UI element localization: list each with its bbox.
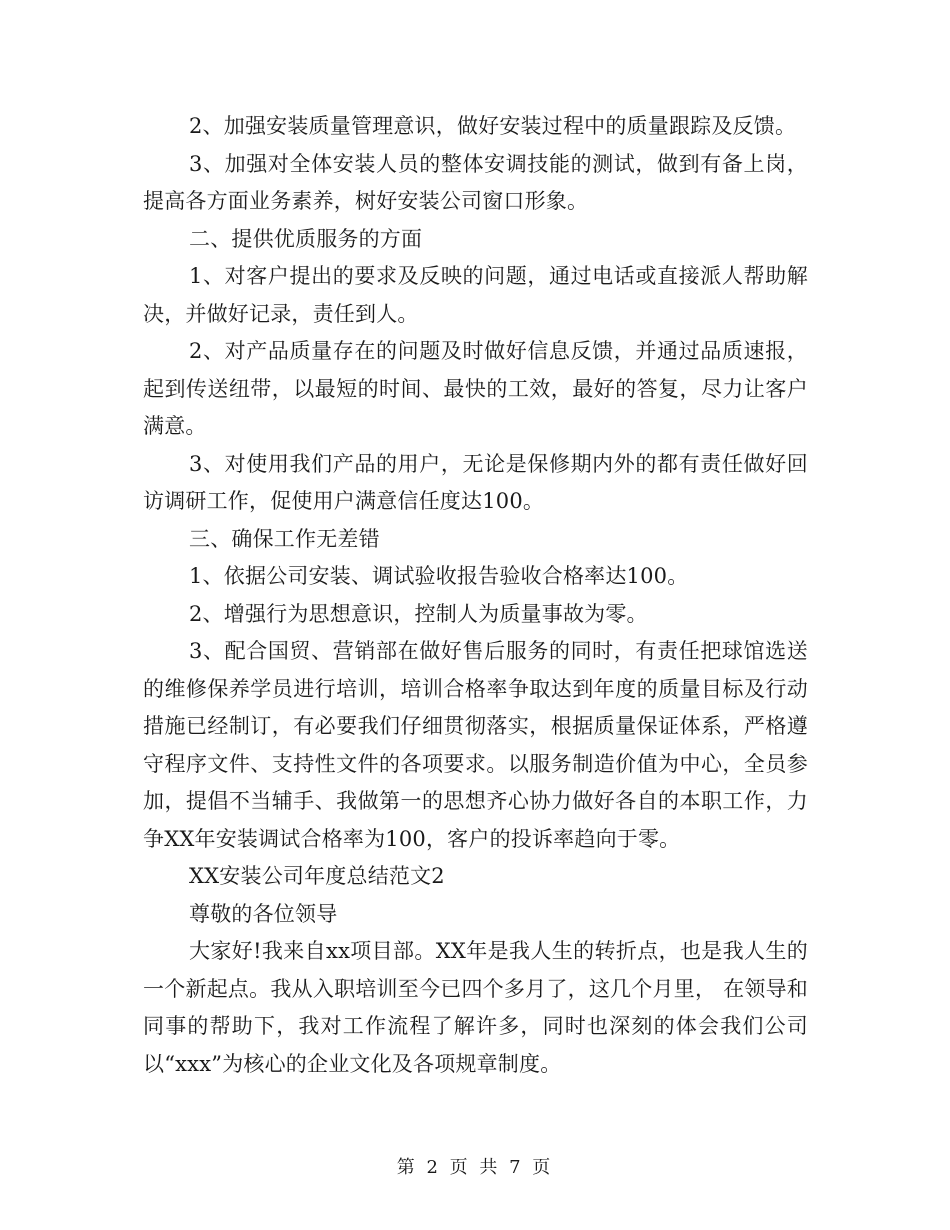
paragraph: 2、增强行为思想意识，控制人为质量事故为零。 — [189, 601, 648, 626]
page-footer: 第 2 页 共 7 页 — [396, 1157, 554, 1178]
section-heading: 三、确保工作无差错 — [189, 526, 380, 551]
paragraph: 大家好!我来自xx项目部。XX年是我人生的转折点，也是我人生的一个新起点。我从入职培训至今已四个多月了，这几个月里， 在领导和同事的帮助下，我对工作流程了解许多，同时也深刻的体会我们公司以“xxx”为核心的企业文化及各项规章制度。 — [143, 939, 808, 1076]
paragraph: 2、对产品质量存在的问题及时做好信息反馈，并通过品质速报，起到传送纽带，以最短的时间、最快的工效，最好的答复，尽力让客户满意。 — [143, 339, 808, 438]
paragraph: 2、加强安装质量管理意识，做好安装过程中的质量跟踪及反馈。 — [189, 114, 797, 138]
section-heading: 二、提供优质服务的方面 — [189, 226, 423, 251]
paragraph: 1、对客户提出的要求及反映的问题，通过电话或直接派人帮助解决，并做好记录，责任到人。 — [143, 264, 808, 326]
document-body — [143, 108, 808, 1083]
paragraph: 3、对使用我们产品的用户，无论是保修期内外的都有责任做好回访调研工作，促使用户满意信任度达100。 — [143, 451, 808, 513]
paragraph: 1、依据公司安装、调试验收报告验收合格率达100。 — [189, 564, 689, 588]
paragraph: 3、加强对全体安装人员的整体安调技能的测试，做到有备上岗，提高各方面业务素养，树好安装公司窗口形象。 — [143, 151, 808, 213]
salutation: 尊敬的各位领导 — [189, 901, 338, 926]
document-subtitle: XX安装公司年度总结范文2 — [189, 864, 445, 888]
paragraph: 3、配合国贸、营销部在做好售后服务的同时，有责任把球馆选送的维修保养学员进行培训，培训合格率争取达到年度的质量目标及行动措施已经制订，有必要我们仔细贯彻落实，根据质量保证体系，严格遵守程序文件、支持性文件的各项要求。以服务制造价值为中心，全员参加，提倡不当辅手、我做第一的思想齐心协力做好各自的本职工作，力争XX年安装调试合格率为100，客户的投诉率趋向于零。 — [143, 639, 808, 851]
